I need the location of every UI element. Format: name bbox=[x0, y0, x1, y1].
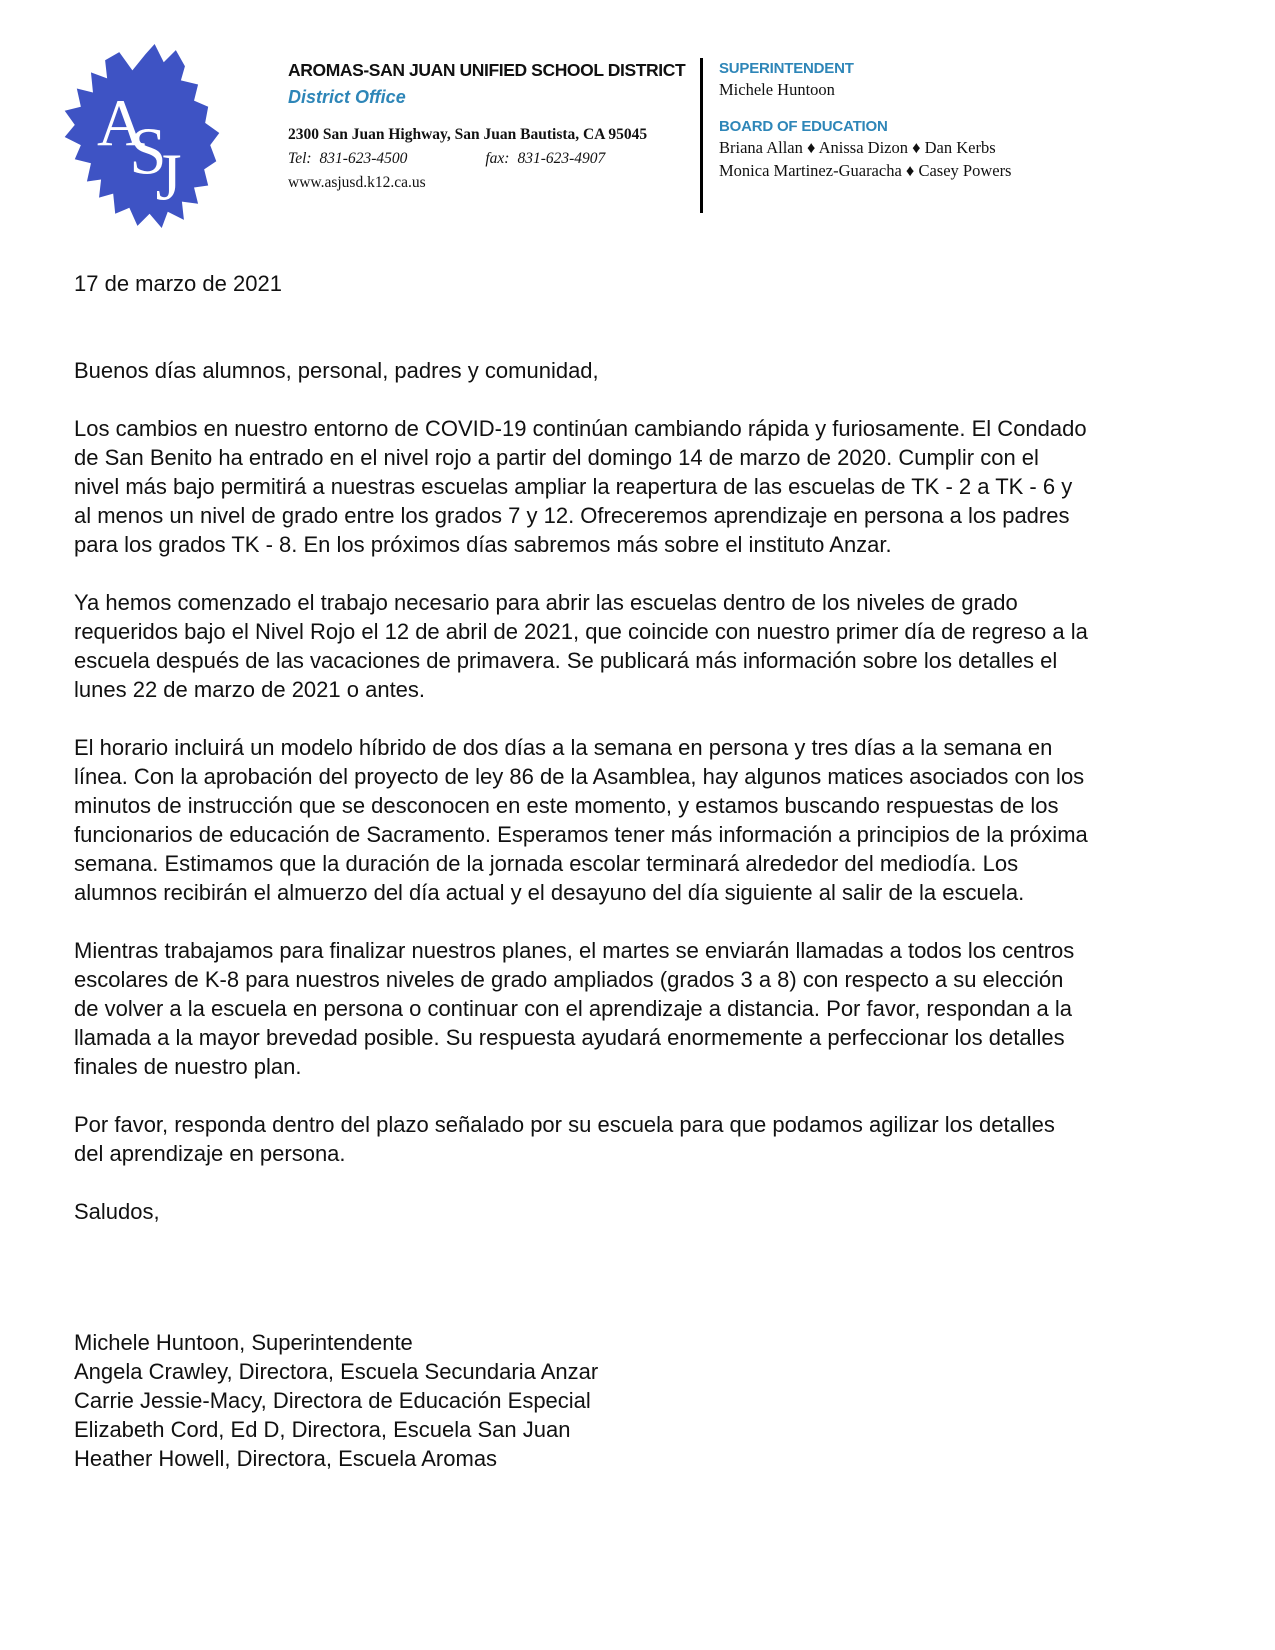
letterhead bbox=[55, 40, 1275, 235]
telephone-number: Tel: 831-623-4500 bbox=[288, 150, 408, 167]
fax-number: fax: 831-623-4907 bbox=[485, 150, 606, 167]
signature-line: Michele Huntoon, Superintendente bbox=[74, 1330, 413, 1355]
superintendent-label: SUPERINTENDENT bbox=[719, 60, 854, 77]
letter-body bbox=[74, 269, 1090, 1473]
letter-paragraph: Mientras trabajamos para finalizar nuestros planes, el martes se enviarán llamadas a todos los centros escolares de K-8 para nuestros niveles de grado ampliados (grados 3 a 8) con respecto a su elección de volver a la escuela en persona o continuar con el aprendizaje a distancia. Por favor, respondan a la llamada a la mayor brevedad posible. Su respuesta ayudará enormemente a perfeccionar los detalles finales de nuestro plan. bbox=[74, 938, 1075, 1079]
superintendent-name: Michele Huntoon bbox=[719, 80, 835, 99]
letter-closing: Saludos, bbox=[74, 1199, 160, 1224]
logo-letter-s: S bbox=[129, 115, 167, 189]
letterhead-right bbox=[719, 40, 1011, 181]
letter-paragraph: El horario incluirá un modelo híbrido de dos días a la semana en persona y tres días a la semana en línea. Con la aprobación del proyecto de ley 86 de la Asamblea, hay algunos matices asociados con los minutos de instrucción que se desconocen en este momento, y estamos buscando respuestas de los funcionarios de educación de Sacramento. Esperamos tener más información a principios de la próxima semana. Estimamos que la duración de la jornada escolar terminará alrededor del mediodía. Los alumnos recibirán el almuerzo del día actual y el desayuno del día siguiente al salir de la escuela. bbox=[74, 735, 1088, 905]
district-office-subtitle: District Office bbox=[288, 87, 406, 107]
board-of-education-label: BOARD OF EDUCATION bbox=[719, 118, 888, 135]
signature-line: Elizabeth Cord, Ed D, Directora, Escuela San Juan bbox=[74, 1417, 571, 1442]
letter-paragraph: Por favor, responda dentro del plazo señalado por su escuela para que podamos agilizar los detalles del aprendizaje en persona. bbox=[74, 1112, 1055, 1166]
board-members-line-2: Monica Martinez-Guaracha ♦ Casey Powers bbox=[719, 161, 1012, 180]
logo-letter-j: J bbox=[155, 141, 182, 215]
header-divider bbox=[700, 58, 703, 213]
signature-line: Carrie Jessie-Macy, Directora de Educación Especial bbox=[74, 1388, 591, 1413]
signature-block bbox=[74, 1328, 1090, 1473]
district-website: www.asjusd.k12.ca.us bbox=[288, 174, 426, 191]
district-name: AROMAS-SAN JUAN UNIFIED SCHOOL DISTRICT bbox=[288, 60, 686, 80]
logo-letter-a: A bbox=[97, 87, 146, 161]
asj-district-logo-icon bbox=[55, 40, 230, 232]
board-members-line-1: Briana Allan ♦ Anissa Dizon ♦ Dan Kerbs bbox=[719, 138, 996, 157]
phone-fax-line bbox=[288, 150, 700, 168]
signature-line: Angela Crawley, Directora, Escuela Secundaria Anzar bbox=[74, 1359, 599, 1384]
letter-paragraph: Ya hemos comenzado el trabajo necesario para abrir las escuelas dentro de los niveles de grado requeridos bajo el Nivel Rojo el 12 de abril de 2021, que coincide con nuestro primer día de regreso a la escuela después de las vacaciones de primavera. Se publicará más información sobre los detalles el lunes 22 de marzo de 2021 o antes. bbox=[74, 590, 1088, 702]
letter-greeting: Buenos días alumnos, personal, padres y comunidad, bbox=[74, 358, 599, 383]
letter-date: 17 de marzo de 2021 bbox=[74, 271, 282, 296]
letterhead-center bbox=[288, 40, 700, 192]
letter-paragraph: Los cambios en nuestro entorno de COVID-19 continúan cambiando rápida y furiosamente. El Condado de San Benito ha entrado en el nivel rojo a partir del domingo 14 de marzo de 2020. Cumplir con el nivel más bajo permitirá a nuestras escuelas ampliar la reapertura de las escuelas de TK - 2 a TK - 6 y al menos un nivel de grado entre los grados 7 y 12. Ofreceremos aprendizaje en persona a los padres para los grados TK - 8. En los próximos días sabremos más sobre el instituto Anzar. bbox=[74, 416, 1087, 557]
signature-line: Heather Howell, Directora, Escuela Aromas bbox=[74, 1446, 498, 1471]
district-address: 2300 San Juan Highway, San Juan Bautista, CA 95045 bbox=[288, 126, 648, 143]
